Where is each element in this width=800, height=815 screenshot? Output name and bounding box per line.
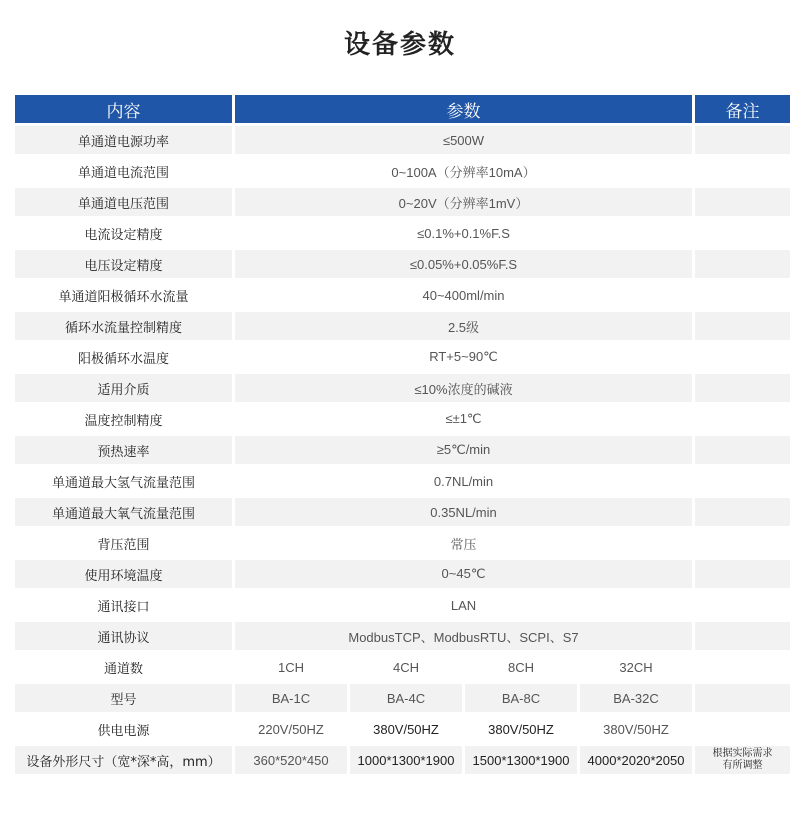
row-label: 型号 — [15, 684, 232, 712]
row-value: ≤10%浓度的碱液 — [235, 374, 692, 402]
table-row — [15, 250, 790, 278]
table-row — [15, 343, 790, 371]
row-label: 背压范围 — [15, 529, 232, 557]
table-row — [15, 374, 790, 402]
dimension-cell: 360*520*450 — [235, 746, 347, 774]
header-param: 参数 — [235, 95, 692, 123]
row-value: 40~400ml/min — [235, 281, 692, 309]
row-label: 单通道电压范围 — [15, 188, 232, 216]
row-label: 预热速率 — [15, 436, 232, 464]
row-note — [695, 622, 790, 650]
row-value: 常压 — [235, 529, 692, 557]
row-label: 循环水流量控制精度 — [15, 312, 232, 340]
power-cell: 380V/50HZ — [465, 715, 577, 743]
table-row — [15, 219, 790, 247]
page-title: 设备参数 — [343, 30, 456, 60]
row-value: 0~45℃ — [235, 560, 692, 588]
table-row — [15, 126, 790, 154]
model-cell: BA-1C — [235, 684, 347, 712]
row-note — [695, 498, 790, 526]
spec-table — [12, 92, 793, 777]
row-note — [695, 653, 790, 681]
row-label: 单通道电流范围 — [15, 157, 232, 185]
row-note — [695, 281, 790, 309]
row-value: 0~100A（分辨率10mA） — [235, 157, 692, 185]
channel-cell: 32CH — [580, 653, 692, 681]
row-label: 通讯协议 — [15, 622, 232, 650]
row-value: ≤0.05%+0.05%F.S — [235, 250, 692, 278]
row-label: 阳极循环水温度 — [15, 343, 232, 371]
table-row-power — [15, 715, 790, 743]
row-label: 温度控制精度 — [15, 405, 232, 433]
row-value: 0~20V（分辨率1mV） — [235, 188, 692, 216]
row-label: 单通道阳极循环水流量 — [15, 281, 232, 309]
row-label: 适用介质 — [15, 374, 232, 402]
channel-cell: 4CH — [350, 653, 462, 681]
row-label: 单通道最大氧气流量范围 — [15, 498, 232, 526]
table-row — [15, 312, 790, 340]
row-note — [695, 560, 790, 588]
power-cell: 380V/50HZ — [580, 715, 692, 743]
table-row — [15, 405, 790, 433]
row-value: ≤500W — [235, 126, 692, 154]
note-line-1: 根据实际需求 — [712, 748, 773, 759]
row-note — [695, 591, 790, 619]
row-note — [695, 405, 790, 433]
row-note — [695, 343, 790, 371]
dimension-cell: 4000*2020*2050 — [580, 746, 692, 774]
row-label: 单通道最大氢气流量范围 — [15, 467, 232, 495]
row-note — [695, 715, 790, 743]
table-row — [15, 157, 790, 185]
model-cell: BA-32C — [580, 684, 692, 712]
row-note — [695, 157, 790, 185]
channel-cell: 8CH — [465, 653, 577, 681]
table-row-channels — [15, 653, 790, 681]
power-cell: 380V/50HZ — [350, 715, 462, 743]
table-row-models — [15, 684, 790, 712]
table-row — [15, 436, 790, 464]
note-line-2: 有所调整 — [722, 760, 763, 771]
model-cell: BA-4C — [350, 684, 462, 712]
row-label: 通讯接口 — [15, 591, 232, 619]
row-label: 使用环境温度 — [15, 560, 232, 588]
row-note — [695, 436, 790, 464]
row-note — [695, 529, 790, 557]
table-row-dimensions — [15, 746, 790, 774]
row-note — [695, 374, 790, 402]
row-value: ≤0.1%+0.1%F.S — [235, 219, 692, 247]
table-row — [15, 281, 790, 309]
table-row — [15, 188, 790, 216]
row-label: 电压设定精度 — [15, 250, 232, 278]
row-value: 0.7NL/min — [235, 467, 692, 495]
channel-cell: 1CH — [235, 653, 347, 681]
dimension-note — [695, 746, 790, 774]
table-row — [15, 467, 790, 495]
row-note — [695, 126, 790, 154]
dimension-cell: 1500*1300*1900 — [465, 746, 577, 774]
row-label: 供电电源 — [15, 715, 232, 743]
row-value: 0.35NL/min — [235, 498, 692, 526]
table-row — [15, 622, 790, 650]
table-header-row — [15, 95, 790, 123]
dimension-cell: 1000*1300*1900 — [350, 746, 462, 774]
model-cell: BA-8C — [465, 684, 577, 712]
row-value: LAN — [235, 591, 692, 619]
row-value: ≤±1℃ — [235, 405, 692, 433]
power-cell: 220V/50HZ — [235, 715, 347, 743]
header-item: 内容 — [15, 95, 232, 123]
row-label: 设备外形尺寸（宽*深*高，mm） — [15, 746, 232, 774]
row-note — [695, 219, 790, 247]
table-row — [15, 498, 790, 526]
row-label: 通道数 — [15, 653, 232, 681]
row-value: RT+5~90℃ — [235, 343, 692, 371]
row-note — [695, 467, 790, 495]
header-note: 备注 — [695, 95, 790, 123]
row-note — [695, 188, 790, 216]
row-value: ≥5℃/min — [235, 436, 692, 464]
table-row — [15, 591, 790, 619]
table-row — [15, 560, 790, 588]
row-note — [695, 312, 790, 340]
row-note — [695, 684, 790, 712]
table-row — [15, 529, 790, 557]
row-label: 电流设定精度 — [15, 219, 232, 247]
row-note — [695, 250, 790, 278]
row-value: 2.5级 — [235, 312, 692, 340]
row-value: ModbusTCP、ModbusRTU、SCPI、S7 — [235, 622, 692, 650]
row-label: 单通道电源功率 — [15, 126, 232, 154]
